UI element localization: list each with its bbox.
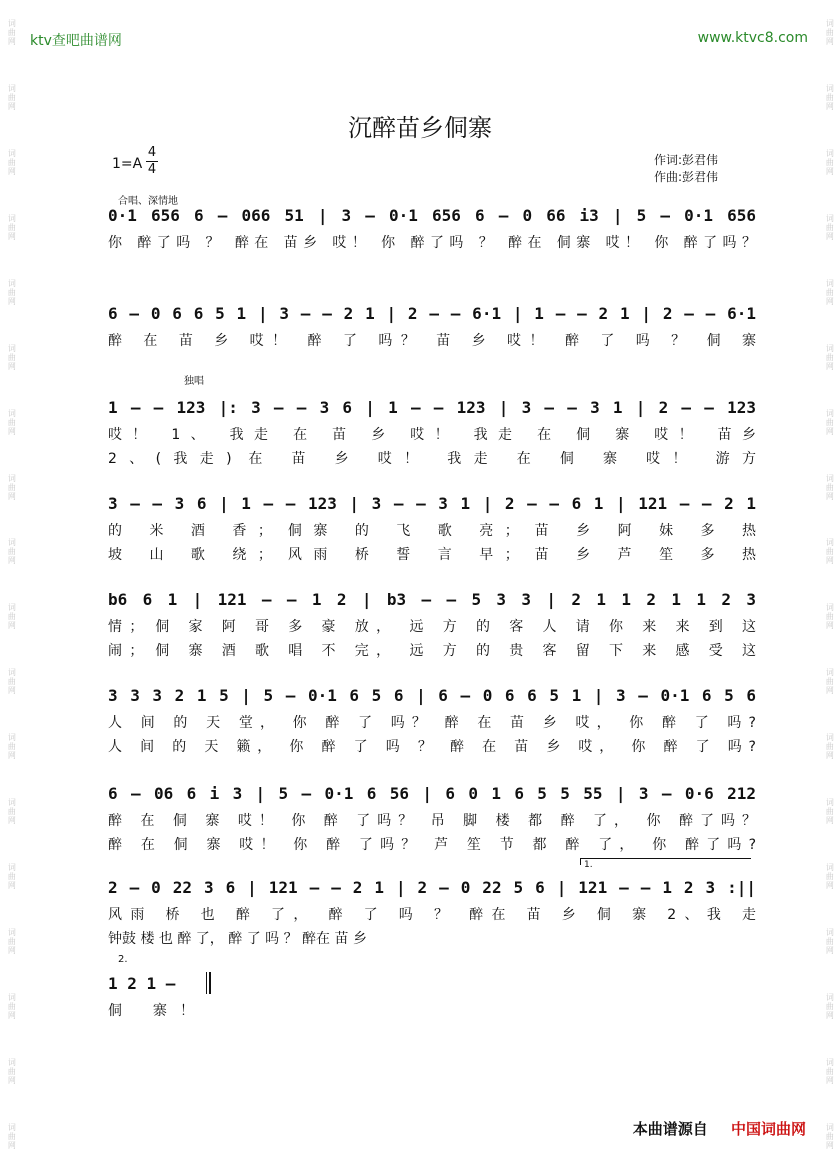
lyric-verse-2: 醉 在 侗 寨 哎！ 你 醉 了吗？ 芦 笙 节 都 醉 了， 你 醉了吗?: [108, 837, 756, 853]
notation-line: 2 — 0 22 3 6 | 121 — — 2 1 | 2 — 0 22 5 6 | 121 — — 1 2 3 :||: [108, 878, 756, 897]
lyric-verse-1: 哎！ 1、 我走 在 苗 乡 哎！ 我走 在 侗 寨 哎！ 苗乡: [108, 427, 756, 443]
volta-2-label: 2.: [118, 954, 128, 965]
lyric-verse-2: 坡 山 歌 绕； 风雨 桥 誓 言 早； 苗 乡 芦 笙 多 热: [108, 547, 756, 563]
key-signature: 1=A: [112, 156, 143, 172]
lyric-verse-2: 钟鼓 楼 也 醉 了， 醉 了 吗 ？ 醉在 苗 乡: [108, 931, 367, 947]
notation-line: 3 3 3 2 1 5 | 5 — 0·1 6 5 6 | 6 — 0 6 6 5 1 | 3 — 0·1 6 5 6: [108, 686, 756, 705]
notation-line: 1 — — 123 |: 3 — — 3 6 | 1 — — 123 | 3 — — 3 1 | 2 — — 123: [108, 398, 756, 417]
time-signature: [146, 146, 158, 177]
lyricist: 作词:彭君伟: [654, 153, 719, 167]
lyric-verse-1: 的 米 酒 香； 侗寨 的 飞 歌 亮； 苗 乡 阿 妹 多 热: [108, 523, 756, 539]
lyric-verse-1: 人 间 的 天 堂， 你 醉 了 吗？ 醉 在 苗 乡 哎， 你 醉 了 吗?: [108, 715, 756, 731]
footer-source-site[interactable]: 中国词曲网: [730, 1120, 806, 1138]
score-system-4: [0, 494, 840, 584]
meter-bottom: 4: [147, 162, 157, 177]
lyric-verse-2: 人 间 的 天 籁， 你 醉 了 吗 ？ 醉 在 苗 乡 哎， 你 醉 了 吗?: [108, 739, 756, 755]
lyric-verse-2: 闹； 侗 寨 酒 歌 唱 不 完， 远 方 的 贵 客 留 下 来 感 受 这: [108, 643, 756, 659]
left-watermark-strip: 词曲网 词曲网 词曲网 词曲网 词曲网 词曲网 词曲网 词曲网 词曲网 词曲网 词曲网 词曲网 词曲网 词曲网 词曲网 词曲网 词曲网 词曲网: [7, 18, 17, 1150]
lyric-verse-1: 醉 在 侗 寨 哎！ 你 醉 了吗？ 吊 脚 楼 都 醉 了， 你 醉了吗？: [108, 813, 756, 829]
section-solo-label: 独唱: [184, 376, 204, 387]
lyric-verse-1: 情； 侗 家 阿 哥 多 豪 放， 远 方 的 客 人 请 你 来 来 到 这: [108, 619, 756, 635]
section-chorus-label: 合唱、深情地: [118, 196, 178, 207]
notation-line: 6 — 06 6 i 3 | 5 — 0·1 6 56 | 6 0 1 6 5 5 55 | 3 — 0·6 212: [108, 784, 756, 803]
meter-top: 4: [147, 145, 157, 160]
lyric-verse-1: 风雨 桥 也 醉 了， 醉 了 吗 ？ 醉在 苗 乡 侗 寨 2、我 走: [108, 907, 756, 923]
volta-1-label: 1.: [584, 860, 593, 870]
volta-bracket-1: [580, 858, 751, 865]
notation-line: 3 — — 3 6 | 1 — — 123 | 3 — — 3 1 | 2 — — 6 1 | 121 — — 2 1: [108, 494, 756, 513]
score-system-3: [0, 398, 840, 488]
right-watermark-strip: 词曲网 词曲网 词曲网 词曲网 词曲网 词曲网 词曲网 词曲网 词曲网 词曲网 词曲网 词曲网 词曲网 词曲网 词曲网 词曲网 词曲网 词曲网: [825, 18, 835, 1150]
header-left-site: ktv查吧曲谱网: [30, 33, 122, 49]
notation-line: b6 6 1 | 121 — — 1 2 | b3 — — 5 3 3 | 2 1 1 2 1 1 2 3: [108, 590, 756, 609]
notation-line: 6 — 0 6 6 5 1 | 3 — — 2 1 | 2 — — 6·1 | 1 — — 2 1 | 2 — — 6·1: [108, 304, 756, 323]
lyric-verse-2: 2、(我走) 在 苗 乡 哎！ 我走 在 侗 寨 哎！ 游方: [108, 451, 756, 467]
credits: [654, 152, 718, 186]
score-system-9: [0, 974, 840, 1064]
song-title: 沉醉苗乡侗寨: [348, 114, 492, 142]
lyric-verse-1: 侗 寨！: [108, 1003, 194, 1019]
notation-line: 0·1 656 6 — 066 51 | 3 — 0·1 656 6 — 0 66 i3 | 5 — 0·1 656: [108, 206, 756, 225]
lyric-verse-1: 醉 在 苗 乡 哎！ 醉 了 吗？ 苗 乡 哎！ 醉 了 吗 ？ 侗 寨: [108, 333, 756, 349]
composer: 作曲:彭君伟: [654, 170, 719, 184]
notation-line: 1 2 1 —: [108, 974, 176, 993]
score-system-5: [0, 590, 840, 680]
final-barline: [206, 972, 211, 994]
header-right-site: www.ktvc8.com: [697, 30, 808, 46]
lyric-verse-1: 你 醉了吗 ？ 醉在 苗乡 哎！ 你 醉了吗 ？ 醉在 侗寨 哎！ 你 醉了吗？: [108, 235, 756, 251]
score-system-1: [0, 206, 840, 296]
score-system-2: [0, 304, 840, 394]
footer-source: [633, 1118, 806, 1139]
score-system-6: [0, 686, 840, 776]
footer-source-label: 本曲谱源自: [632, 1120, 708, 1138]
